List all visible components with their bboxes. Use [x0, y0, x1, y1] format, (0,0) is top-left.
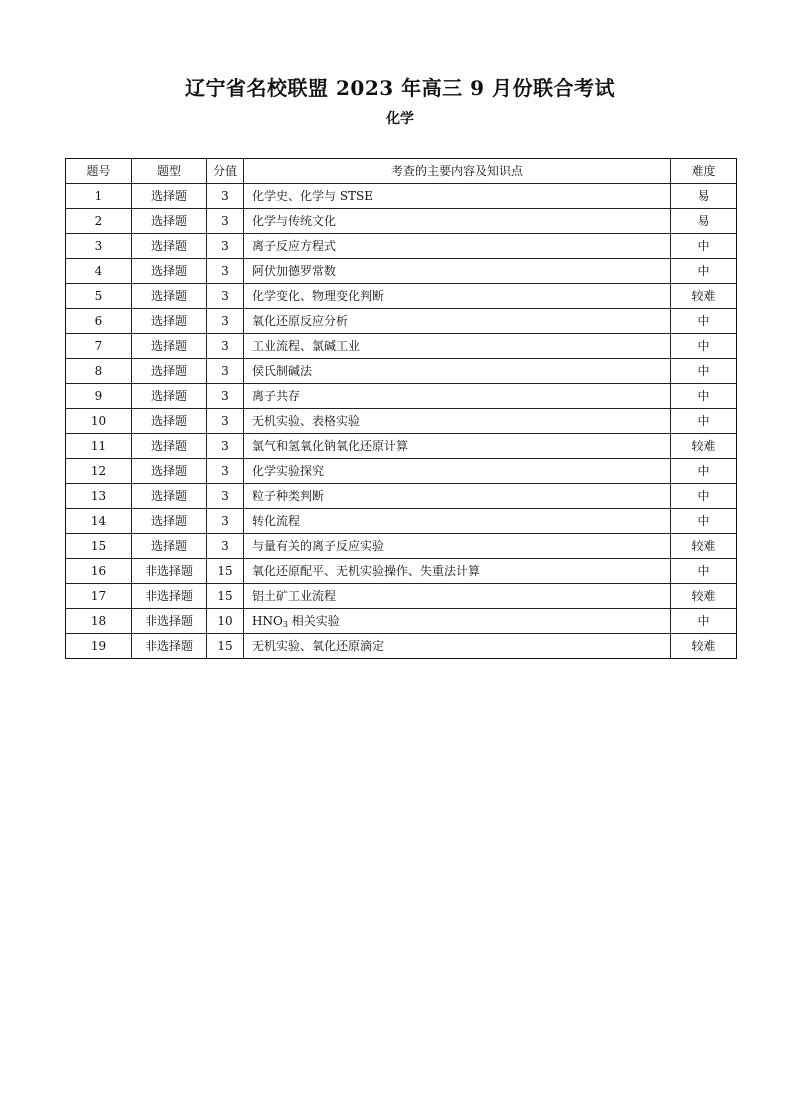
question-topic: 化学史、化学与 STSE: [244, 184, 671, 209]
question-score: 3: [207, 184, 244, 209]
column-header-number: 题号: [66, 159, 132, 184]
question-type: 选择题: [132, 309, 207, 334]
question-topic: 工业流程、氯碱工业: [244, 334, 671, 359]
question-topic: 阿伏加德罗常数: [244, 259, 671, 284]
question-topic: [244, 609, 671, 634]
question-score: 15: [207, 584, 244, 609]
question-type: 选择题: [132, 509, 207, 534]
question-topic: 离子反应方程式: [244, 234, 671, 259]
question-type: 选择题: [132, 384, 207, 409]
question-topic: 粒子种类判断: [244, 484, 671, 509]
question-score: 3: [207, 434, 244, 459]
table-row: [66, 484, 737, 509]
question-topic: 化学与传统文化: [244, 209, 671, 234]
question-score: 10: [207, 609, 244, 634]
document-title: 辽宁省名校联盟 2023 年高三 9 月份联合考试: [185, 76, 615, 100]
question-type: 非选择题: [132, 634, 207, 659]
question-difficulty: 中: [671, 559, 737, 584]
question-difficulty: 易: [671, 184, 737, 209]
table-row: [66, 384, 737, 409]
question-topic: 与量有关的离子反应实验: [244, 534, 671, 559]
question-number: 1: [66, 184, 132, 209]
question-number: 9: [66, 384, 132, 409]
table-row: [66, 634, 737, 659]
question-score: 3: [207, 309, 244, 334]
question-topic: 化学变化、物理变化判断: [244, 284, 671, 309]
question-score: 3: [207, 284, 244, 309]
question-number: 19: [66, 634, 132, 659]
question-number: 5: [66, 284, 132, 309]
question-topic: 侯氏制碱法: [244, 359, 671, 384]
table-row: [66, 509, 737, 534]
question-number: 10: [66, 409, 132, 434]
question-difficulty: 中: [671, 409, 737, 434]
table-row: [66, 534, 737, 559]
question-difficulty: 中: [671, 334, 737, 359]
question-type: 选择题: [132, 209, 207, 234]
question-number: 7: [66, 334, 132, 359]
topic-rest: 相关实验: [287, 614, 340, 628]
question-type: 选择题: [132, 284, 207, 309]
question-type: 选择题: [132, 484, 207, 509]
question-difficulty: 较难: [671, 584, 737, 609]
question-topic: 铝土矿工业流程: [244, 584, 671, 609]
table-row: [66, 584, 737, 609]
question-topic: 无机实验、表格实验: [244, 409, 671, 434]
question-difficulty: 中: [671, 359, 737, 384]
question-difficulty: 较难: [671, 534, 737, 559]
question-difficulty: 中: [671, 509, 737, 534]
formula-subscript: 3: [282, 620, 288, 629]
question-difficulty: 易: [671, 209, 737, 234]
column-header-score: 分值: [207, 159, 244, 184]
table-row: [66, 284, 737, 309]
table-row: [66, 184, 737, 209]
table-row: [66, 209, 737, 234]
question-difficulty: 中: [671, 384, 737, 409]
question-number: 4: [66, 259, 132, 284]
question-type: 选择题: [132, 534, 207, 559]
question-number: 13: [66, 484, 132, 509]
question-topic: 氧化还原配平、无机实验操作、失重法计算: [244, 559, 671, 584]
table-header-row: [66, 159, 737, 184]
question-topic: 化学实验探究: [244, 459, 671, 484]
question-difficulty: 中: [671, 459, 737, 484]
question-score: 3: [207, 234, 244, 259]
table-row: [66, 259, 737, 284]
subject-title: 化学: [386, 111, 414, 127]
table-row: [66, 309, 737, 334]
question-difficulty: 较难: [671, 634, 737, 659]
question-number: 2: [66, 209, 132, 234]
table-row: [66, 409, 737, 434]
question-difficulty: 较难: [671, 284, 737, 309]
column-header-type: 题型: [132, 159, 207, 184]
question-number: 17: [66, 584, 132, 609]
question-difficulty: 中: [671, 259, 737, 284]
question-score: 3: [207, 509, 244, 534]
question-score: 3: [207, 334, 244, 359]
question-score: 3: [207, 359, 244, 384]
question-score: 3: [207, 459, 244, 484]
column-header-topic: 考查的主要内容及知识点: [244, 159, 671, 184]
question-number: 12: [66, 459, 132, 484]
table-row: [66, 359, 737, 384]
question-type: 非选择题: [132, 584, 207, 609]
table-row: [66, 459, 737, 484]
question-number: 15: [66, 534, 132, 559]
table-row: [66, 609, 737, 634]
question-type: 选择题: [132, 359, 207, 384]
question-type: 非选择题: [132, 559, 207, 584]
table-row: [66, 234, 737, 259]
question-type: 选择题: [132, 259, 207, 284]
question-type: 选择题: [132, 434, 207, 459]
table-row: [66, 559, 737, 584]
question-type: 选择题: [132, 234, 207, 259]
question-topic: 无机实验、氧化还原滴定: [244, 634, 671, 659]
question-number: 11: [66, 434, 132, 459]
question-type: 选择题: [132, 334, 207, 359]
question-score: 3: [207, 409, 244, 434]
question-difficulty: 中: [671, 309, 737, 334]
question-topic: 转化流程: [244, 509, 671, 534]
question-number: 6: [66, 309, 132, 334]
question-score: 3: [207, 384, 244, 409]
question-difficulty: 中: [671, 484, 737, 509]
exam-analysis-table: [65, 158, 737, 659]
question-score: 15: [207, 559, 244, 584]
question-type: 选择题: [132, 184, 207, 209]
column-header-difficulty: 难度: [671, 159, 737, 184]
formula-base: HNO: [252, 614, 283, 628]
question-difficulty: 中: [671, 234, 737, 259]
question-topic: 氧化还原反应分析: [244, 309, 671, 334]
question-number: 18: [66, 609, 132, 634]
question-type: 非选择题: [132, 609, 207, 634]
question-type: 选择题: [132, 459, 207, 484]
question-number: 3: [66, 234, 132, 259]
question-difficulty: 较难: [671, 434, 737, 459]
question-number: 14: [66, 509, 132, 534]
question-difficulty: 中: [671, 609, 737, 634]
question-score: 3: [207, 484, 244, 509]
question-topic: 氯气和氢氧化钠氧化还原计算: [244, 434, 671, 459]
question-number: 8: [66, 359, 132, 384]
question-score: 3: [207, 259, 244, 284]
question-score: 3: [207, 209, 244, 234]
question-score: 3: [207, 534, 244, 559]
question-score: 15: [207, 634, 244, 659]
table-row: [66, 434, 737, 459]
question-type: 选择题: [132, 409, 207, 434]
question-number: 16: [66, 559, 132, 584]
table-row: [66, 334, 737, 359]
question-topic: 离子共存: [244, 384, 671, 409]
formula-hno3: [252, 614, 288, 628]
